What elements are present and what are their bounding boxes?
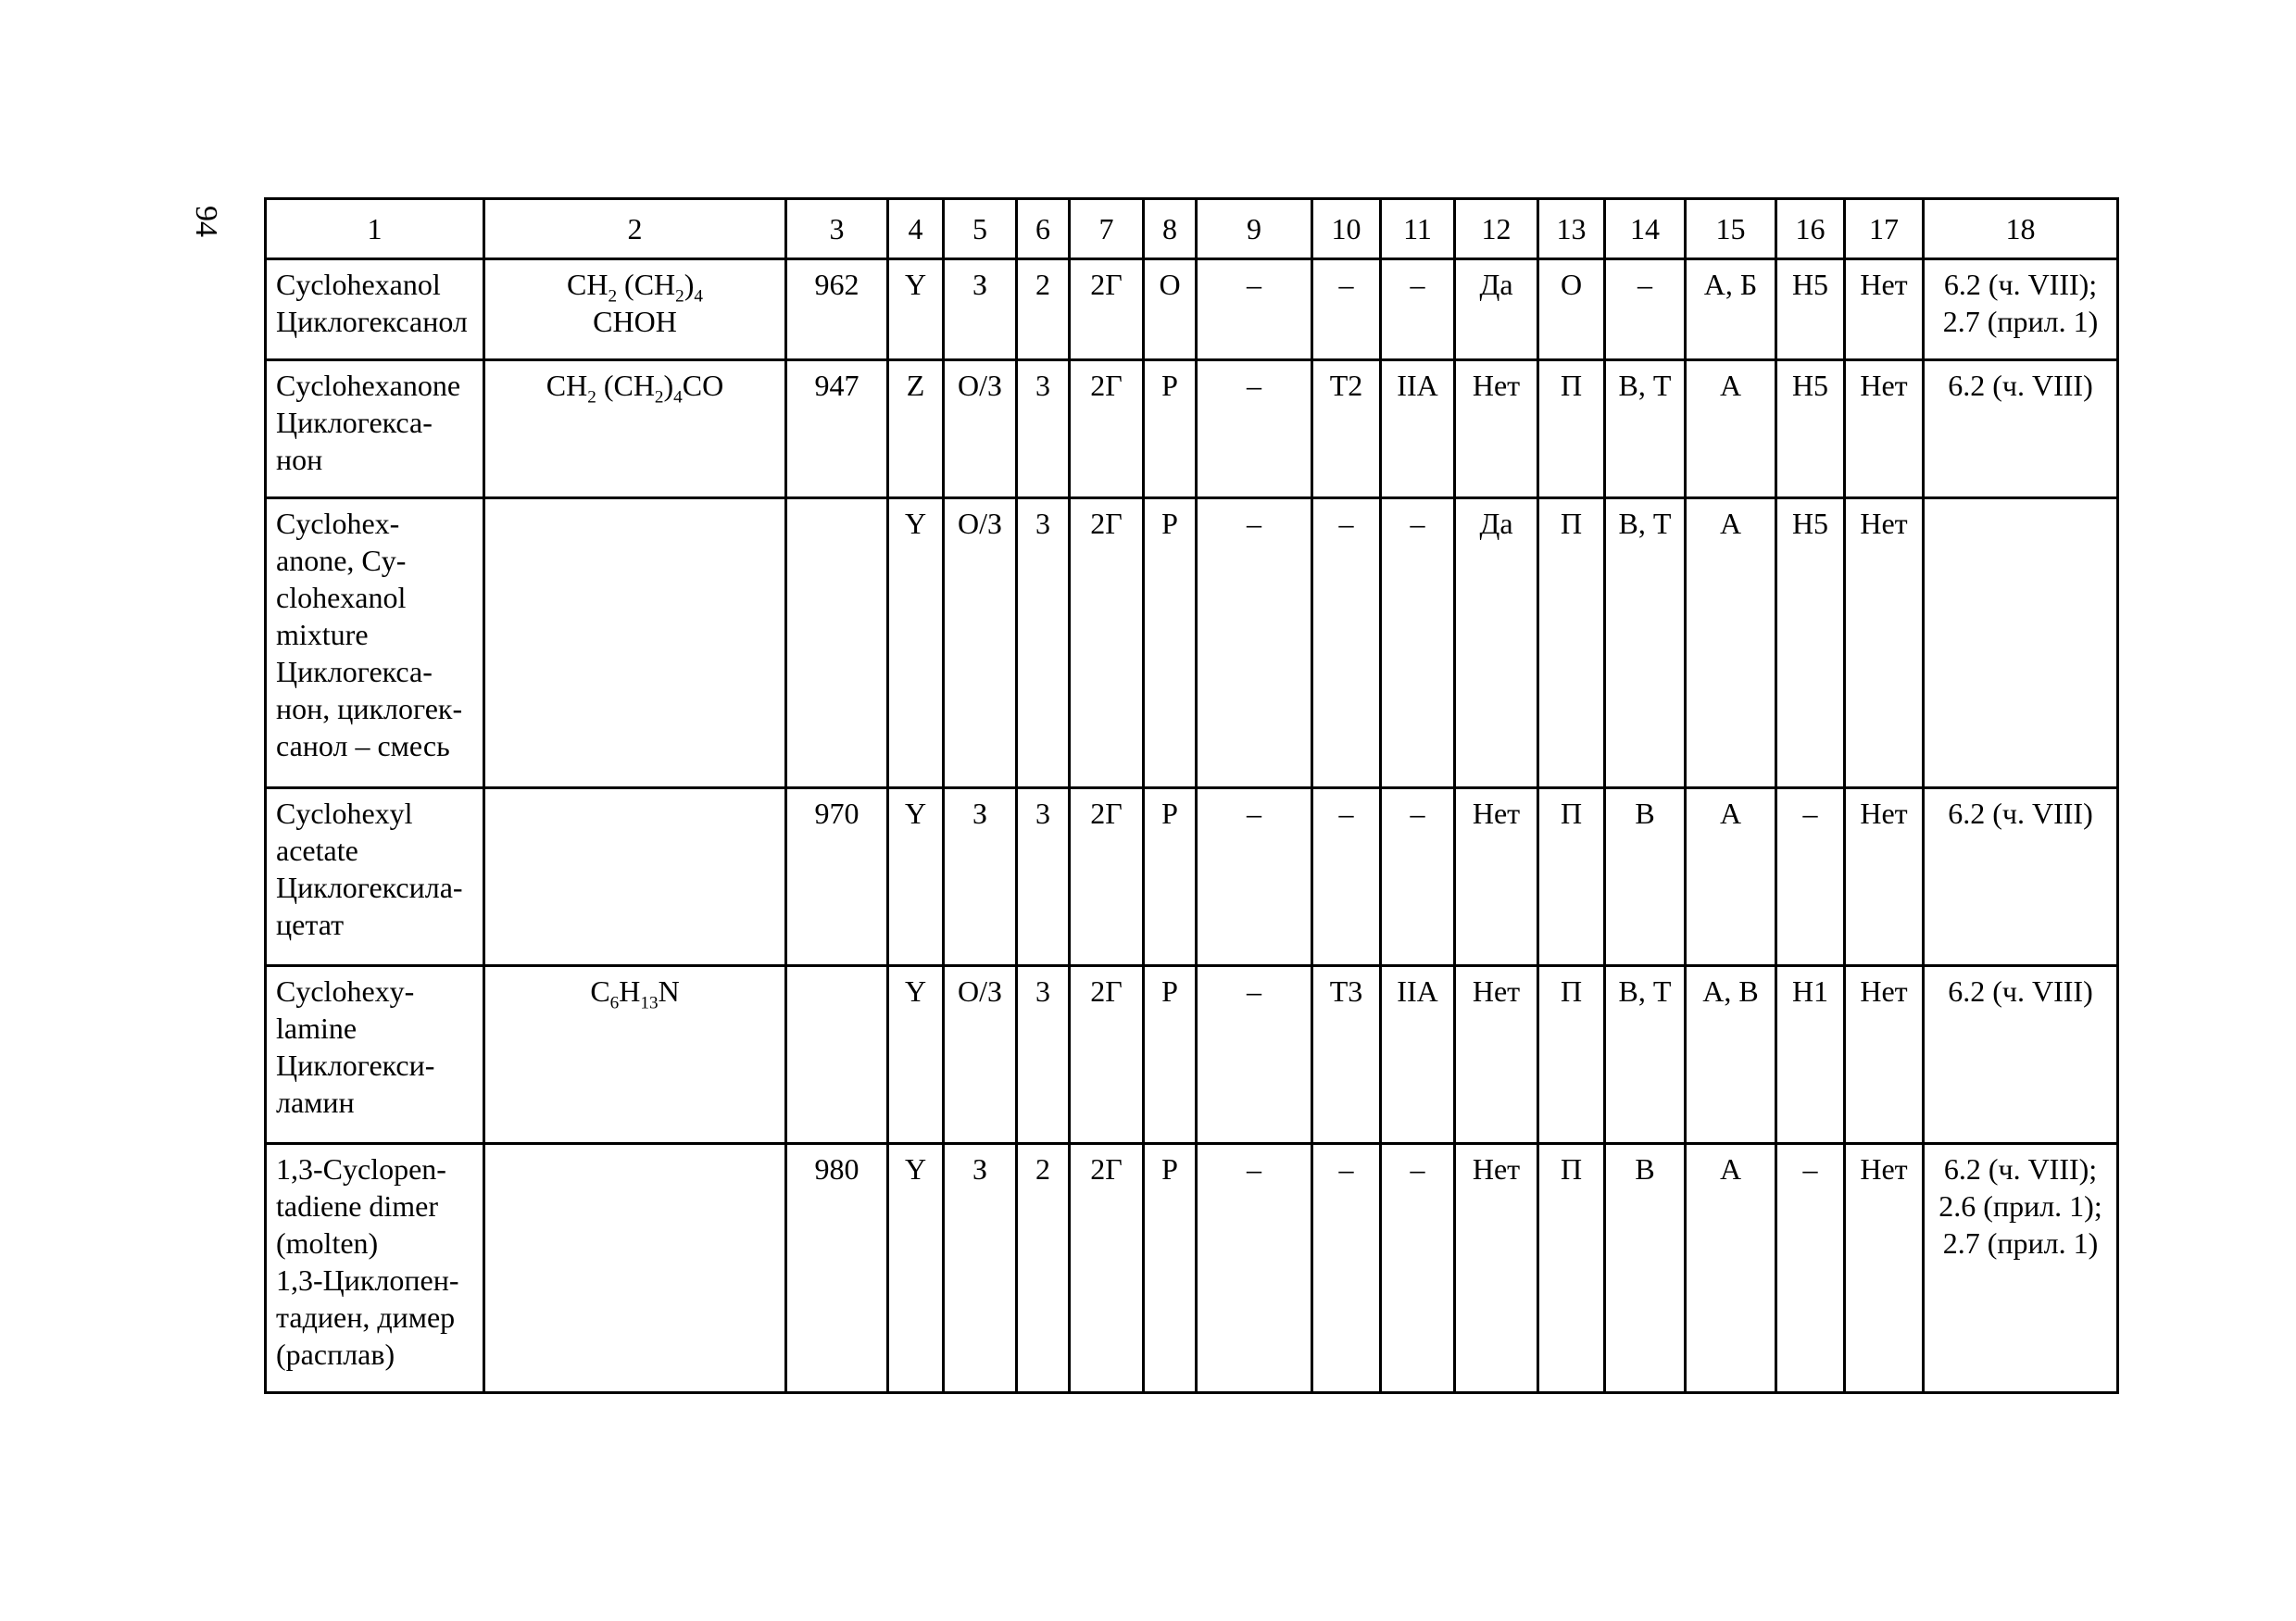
table-cell: В, Т [1605, 498, 1686, 788]
table-cell: – [1312, 1144, 1381, 1393]
name-line: ламин [276, 1086, 355, 1119]
formula-line: $C_6H_{13}N$ [590, 974, 680, 1013]
table-cell: В, Т [1605, 966, 1686, 1144]
table-cell: 2Г [1070, 360, 1144, 498]
substance-name-cell [266, 360, 484, 498]
reference-cell [1924, 1144, 2118, 1393]
header-cell: 5 [944, 199, 1017, 259]
table-cell: Нет [1455, 966, 1538, 1144]
table-cell: Y [888, 259, 944, 360]
table-cell: Да [1455, 498, 1538, 788]
table-cell: – [1197, 1144, 1312, 1393]
name-line: Cyclohexyl [276, 797, 413, 830]
reference-cell [1924, 498, 2118, 788]
table-cell: Нет [1845, 360, 1924, 498]
reference-cell [1924, 788, 2118, 966]
substance-name-cell [266, 1144, 484, 1393]
table-cell: Н5 [1776, 498, 1845, 788]
table-cell: Нет [1845, 966, 1924, 1144]
header-cell: 17 [1845, 199, 1924, 259]
formula-cell [484, 966, 786, 1144]
table-cell: – [1312, 788, 1381, 966]
name-line: 1,3-Cyclopen- [276, 1152, 446, 1186]
header-cell: 15 [1686, 199, 1776, 259]
name-line: Циклогекса- [276, 406, 433, 439]
name-line: Циклогекси- [276, 1049, 435, 1082]
table-cell: Нет [1845, 498, 1924, 788]
table-cell: 2Г [1070, 966, 1144, 1144]
table-cell: П [1538, 360, 1605, 498]
table-cell: 2Г [1070, 259, 1144, 360]
table-cell: О/З [944, 498, 1017, 788]
table-cell: – [1197, 259, 1312, 360]
table-cell: 962 [786, 259, 888, 360]
substance-name-cell [266, 259, 484, 360]
table-cell: IIA [1381, 360, 1455, 498]
header-cell: 9 [1197, 199, 1312, 259]
table-cell: 3 [1017, 966, 1070, 1144]
name-line: нон, циклогек- [276, 692, 463, 725]
substances-table [264, 197, 2119, 1394]
table-cell [786, 966, 888, 1144]
header-row [266, 199, 2118, 259]
table-cell: Н5 [1776, 360, 1845, 498]
table-cell: Н1 [1776, 966, 1845, 1144]
table-cell: Да [1455, 259, 1538, 360]
header-cell: 16 [1776, 199, 1845, 259]
reference-cell [1924, 360, 2118, 498]
table-cell: Y [888, 788, 944, 966]
name-line: lamine [276, 1012, 358, 1045]
table-row [266, 259, 2118, 360]
formula-cell [484, 259, 786, 360]
formula-line: $CH_2$ $(CH_2)_4CO$ [546, 369, 724, 408]
reference-line: 6.2 (ч. VIII) [1948, 797, 2093, 830]
header-cell: 8 [1144, 199, 1197, 259]
table-cell: 2Г [1070, 1144, 1144, 1393]
table-row [266, 498, 2118, 788]
table-cell: З [944, 788, 1017, 966]
header-cell: 2 [484, 199, 786, 259]
table-cell: – [1381, 259, 1455, 360]
table-cell: З [944, 259, 1017, 360]
header-cell: 1 [266, 199, 484, 259]
table-cell: А [1686, 498, 1776, 788]
table-cell: IIA [1381, 966, 1455, 1144]
table-row [266, 788, 2118, 966]
header-cell: 11 [1381, 199, 1455, 259]
reference-line: 6.2 (ч. VIII); [1943, 1152, 2098, 1186]
table-row [266, 360, 2118, 498]
table-cell: А [1686, 360, 1776, 498]
table-cell: О [1538, 259, 1605, 360]
name-line: mixture [276, 618, 369, 651]
name-line: нон [276, 443, 323, 476]
name-line: (расплав) [276, 1338, 395, 1371]
substance-name-cell [266, 788, 484, 966]
table-cell: В, Т [1605, 360, 1686, 498]
formula-cell [484, 360, 786, 498]
table-cell: Р [1144, 788, 1197, 966]
table-cell: 2Г [1070, 498, 1144, 788]
name-line: 1,3-Циклопен- [276, 1263, 459, 1297]
table-cell: П [1538, 788, 1605, 966]
reference-line: 6.2 (ч. VIII) [1948, 974, 2093, 1008]
table-cell: Y [888, 966, 944, 1144]
name-line: clohexanol [276, 581, 407, 614]
table-cell: 2 [1017, 259, 1070, 360]
name-line: санол – смесь [276, 729, 450, 762]
table-cell: П [1538, 966, 1605, 1144]
table-cell: Нет [1845, 1144, 1924, 1393]
table-cell: 3 [1017, 498, 1070, 788]
table-cell: Р [1144, 1144, 1197, 1393]
name-line: Циклогексанол [276, 305, 468, 338]
table-cell: – [1381, 788, 1455, 966]
header-cell: 6 [1017, 199, 1070, 259]
name-line: anone, Cy- [276, 544, 407, 577]
table-cell: Нет [1455, 360, 1538, 498]
name-line: Циклогексила- [276, 871, 463, 904]
table-cell: 947 [786, 360, 888, 498]
name-line: tadiene dimer [276, 1189, 439, 1223]
name-line: Cyclohexanone [276, 369, 461, 402]
table-cell: Н5 [1776, 259, 1845, 360]
table-cell: 980 [786, 1144, 888, 1393]
reference-cell [1924, 259, 2118, 360]
table-cell: Нет [1455, 1144, 1538, 1393]
reference-line: 2.7 (прил. 1) [1942, 1226, 2099, 1260]
header-cell: 12 [1455, 199, 1538, 259]
table-cell: О [1144, 259, 1197, 360]
table-cell: – [1312, 498, 1381, 788]
name-line: Циклогекса- [276, 655, 433, 688]
reference-line: 6.2 (ч. VIII) [1948, 369, 2093, 402]
name-line: Cyclohex- [276, 507, 400, 540]
table-cell: 970 [786, 788, 888, 966]
substance-name-cell [266, 966, 484, 1144]
table-cell: – [1605, 259, 1686, 360]
substance-name-cell [266, 498, 484, 788]
table-cell: 3 [1017, 360, 1070, 498]
table-cell: – [1776, 788, 1845, 966]
reference-line: 2.7 (прил. 1) [1942, 305, 2099, 338]
table-cell: 2 [1017, 1144, 1070, 1393]
name-line: acetate [276, 834, 358, 867]
table-cell: Нет [1845, 788, 1924, 966]
formula-cell [484, 1144, 786, 1393]
table-cell: Р [1144, 498, 1197, 788]
header-cell: 13 [1538, 199, 1605, 259]
table-row [266, 966, 2118, 1144]
header-cell: 3 [786, 199, 888, 259]
table-cell: – [1197, 788, 1312, 966]
header-cell: 18 [1924, 199, 2118, 259]
table-cell: Нет [1455, 788, 1538, 966]
table-cell: А, В [1686, 966, 1776, 1144]
table-cell: П [1538, 1144, 1605, 1393]
table-cell: – [1197, 360, 1312, 498]
table-cell: В [1605, 1144, 1686, 1393]
table-cell: – [1381, 1144, 1455, 1393]
table-cell: Т2 [1312, 360, 1381, 498]
table-cell: П [1538, 498, 1605, 788]
table-cell: А [1686, 788, 1776, 966]
formula-cell [484, 788, 786, 966]
reference-line: 6.2 (ч. VIII); [1943, 268, 2098, 301]
table-cell: О/З [944, 966, 1017, 1144]
table-cell: – [1776, 1144, 1845, 1393]
page-number: 94 [189, 206, 223, 237]
table-cell: Р [1144, 360, 1197, 498]
table-cell: Z [888, 360, 944, 498]
table-cell: Y [888, 1144, 944, 1393]
header-cell: 4 [888, 199, 944, 259]
formula-line: CHOH [593, 305, 677, 338]
table-cell: Р [1144, 966, 1197, 1144]
formula-cell [484, 498, 786, 788]
table-cell: Нет [1845, 259, 1924, 360]
name-line: Cyclohexanol [276, 268, 441, 301]
header-cell: 7 [1070, 199, 1144, 259]
name-line: Cyclohexy- [276, 974, 415, 1008]
name-line: тадиен, димер [276, 1301, 456, 1334]
table-cell: Y [888, 498, 944, 788]
table-cell: – [1197, 498, 1312, 788]
table-cell: 3 [1017, 788, 1070, 966]
table-cell [786, 498, 888, 788]
reference-line: 2.6 (прил. 1); [1938, 1189, 2102, 1223]
table-cell: 2Г [1070, 788, 1144, 966]
reference-cell [1924, 966, 2118, 1144]
name-line: цетат [276, 908, 345, 941]
formula-line: $CH_2$ $(CH_2)_4$ [567, 268, 703, 307]
table-cell: – [1197, 966, 1312, 1144]
table-cell: – [1312, 259, 1381, 360]
table-cell: А, Б [1686, 259, 1776, 360]
header-cell: 10 [1312, 199, 1381, 259]
table-cell: З [944, 1144, 1017, 1393]
table-cell: Т3 [1312, 966, 1381, 1144]
name-line: (molten) [276, 1226, 379, 1260]
table-cell: О/З [944, 360, 1017, 498]
table-cell: В [1605, 788, 1686, 966]
table-cell: – [1381, 498, 1455, 788]
header-cell: 14 [1605, 199, 1686, 259]
table-row [266, 1144, 2118, 1393]
table-cell: А [1686, 1144, 1776, 1393]
